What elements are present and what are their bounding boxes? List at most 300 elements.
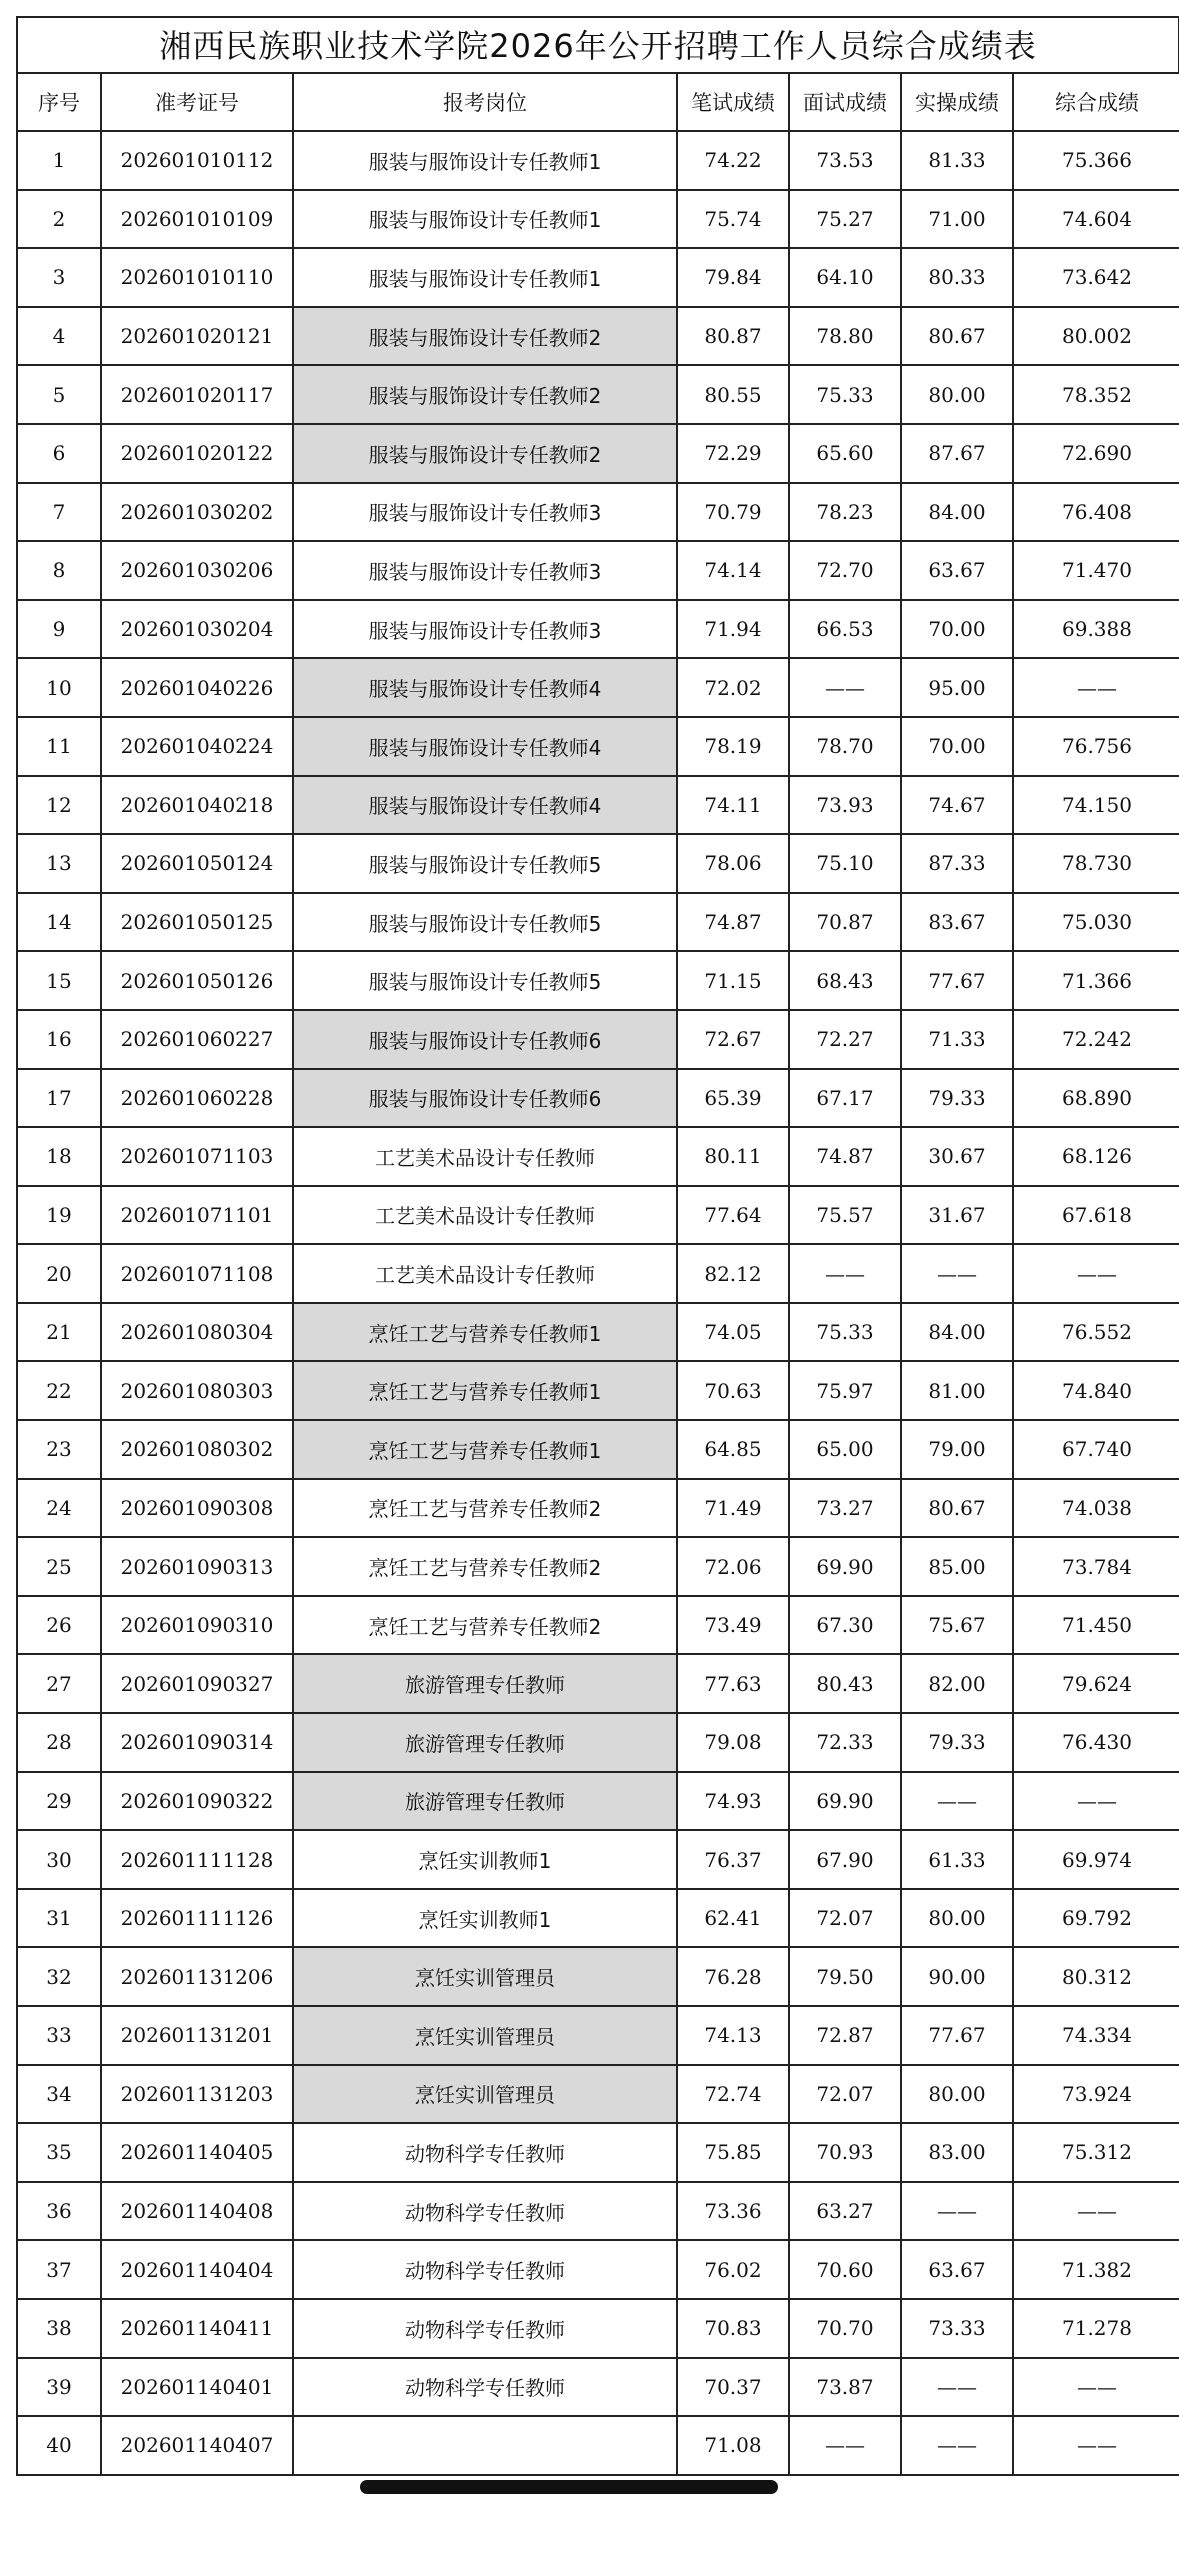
exam-id-cell: 202601010110 [101,248,293,307]
total-score-cell: —— [1013,1244,1179,1303]
position-cell: 服装与服饰设计专任教师5 [293,951,677,1010]
position-cell: 动物科学专任教师 [293,2123,677,2182]
written-score-cell: 79.08 [677,1713,789,1772]
table-row [17,1010,1179,1069]
exam-id-cell: 202601050124 [101,834,293,893]
table-row [17,1713,1179,1772]
total-score-cell: —— [1013,2182,1179,2241]
table-row [17,2416,1179,2475]
exam-id-cell: 202601060228 [101,1069,293,1128]
total-score-cell: 69.974 [1013,1830,1179,1889]
table-row [17,2065,1179,2124]
written-score-cell: 74.14 [677,541,789,600]
col-header-interview: 面试成绩 [789,73,901,131]
total-score-cell: 80.312 [1013,1947,1179,2006]
row-index-cell: 34 [17,2065,101,2124]
total-score-cell: 69.792 [1013,1889,1179,1948]
interview-score-cell: 75.27 [789,190,901,249]
table-row [17,1654,1179,1713]
exam-id-cell: 202601090314 [101,1713,293,1772]
practical-score-cell: 71.00 [901,190,1013,249]
interview-score-cell: 73.87 [789,2358,901,2417]
row-index-cell: 35 [17,2123,101,2182]
position-cell: 工艺美术品设计专任教师 [293,1244,677,1303]
position-cell: 工艺美术品设计专任教师 [293,1186,677,1245]
position-cell: 服装与服饰设计专任教师5 [293,893,677,952]
row-index-cell: 19 [17,1186,101,1245]
interview-score-cell: 67.90 [789,1830,901,1889]
practical-score-cell: 79.00 [901,1420,1013,1479]
row-index-cell: 40 [17,2416,101,2475]
col-header-exam-id: 准考证号 [101,73,293,131]
total-score-cell: —— [1013,1772,1179,1831]
table-row [17,307,1179,366]
table-row [17,600,1179,659]
exam-id-cell: 202601080304 [101,1303,293,1362]
written-score-cell: 82.12 [677,1244,789,1303]
total-score-cell: 71.382 [1013,2240,1179,2299]
written-score-cell: 74.11 [677,776,789,835]
total-score-cell: 78.730 [1013,834,1179,893]
table-row [17,1830,1179,1889]
table-row [17,658,1179,717]
interview-score-cell: 75.33 [789,1303,901,1362]
position-cell: 烹饪实训管理员 [293,2065,677,2124]
position-cell: 服装与服饰设计专任教师5 [293,834,677,893]
exam-id-cell: 202601090322 [101,1772,293,1831]
position-cell: 动物科学专任教师 [293,2182,677,2241]
exam-id-cell: 202601131206 [101,1947,293,2006]
written-score-cell: 70.63 [677,1361,789,1420]
exam-id-cell: 202601030206 [101,541,293,600]
written-score-cell: 80.87 [677,307,789,366]
row-index-cell: 2 [17,190,101,249]
written-score-cell: 80.55 [677,365,789,424]
exam-id-cell: 202601140411 [101,2299,293,2358]
practical-score-cell: 30.67 [901,1127,1013,1186]
position-cell: 动物科学专任教师 [293,2358,677,2417]
exam-id-cell: 202601140408 [101,2182,293,2241]
practical-score-cell: 80.67 [901,1479,1013,1538]
exam-id-cell: 202601080302 [101,1420,293,1479]
exam-id-cell: 202601071101 [101,1186,293,1245]
written-score-cell: 70.83 [677,2299,789,2358]
total-score-cell: 71.278 [1013,2299,1179,2358]
exam-id-cell: 202601040224 [101,717,293,776]
row-index-cell: 20 [17,1244,101,1303]
interview-score-cell: 73.27 [789,1479,901,1538]
row-index-cell: 17 [17,1069,101,1128]
row-index-cell: 28 [17,1713,101,1772]
written-score-cell: 79.84 [677,248,789,307]
practical-score-cell: 81.33 [901,131,1013,190]
exam-id-cell: 202601090310 [101,1596,293,1655]
interview-score-cell: 70.60 [789,2240,901,2299]
written-score-cell: 72.29 [677,424,789,483]
interview-score-cell: 75.57 [789,1186,901,1245]
written-score-cell: 71.94 [677,600,789,659]
practical-score-cell: —— [901,2358,1013,2417]
position-cell: 服装与服饰设计专任教师1 [293,131,677,190]
score-sheet [16,16,1179,2556]
row-index-cell: 38 [17,2299,101,2358]
row-index-cell: 23 [17,1420,101,1479]
position-cell: 服装与服饰设计专任教师3 [293,541,677,600]
col-header-written: 笔试成绩 [677,73,789,131]
written-score-cell: 78.19 [677,717,789,776]
written-score-cell: 76.37 [677,1830,789,1889]
col-header-practical: 实操成绩 [901,73,1013,131]
total-score-cell: 75.366 [1013,131,1179,190]
row-index-cell: 21 [17,1303,101,1362]
total-score-cell: 76.552 [1013,1303,1179,1362]
practical-score-cell: 84.00 [901,483,1013,542]
row-index-cell: 25 [17,1537,101,1596]
interview-score-cell: 70.70 [789,2299,901,2358]
row-index-cell: 29 [17,1772,101,1831]
total-score-cell: —— [1013,2416,1179,2475]
exam-id-cell: 202601131201 [101,2006,293,2065]
practical-score-cell: 84.00 [901,1303,1013,1362]
exam-id-cell: 202601071108 [101,1244,293,1303]
position-cell: 服装与服饰设计专任教师1 [293,190,677,249]
practical-score-cell: 87.33 [901,834,1013,893]
row-index-cell: 27 [17,1654,101,1713]
total-score-cell: 67.740 [1013,1420,1179,1479]
practical-score-cell: 83.00 [901,2123,1013,2182]
total-score-cell: 79.624 [1013,1654,1179,1713]
position-cell: 服装与服饰设计专任教师4 [293,717,677,776]
exam-id-cell: 202601131203 [101,2065,293,2124]
row-index-cell: 5 [17,365,101,424]
total-score-cell: 73.924 [1013,2065,1179,2124]
interview-score-cell: 74.87 [789,1127,901,1186]
written-score-cell: 74.87 [677,893,789,952]
practical-score-cell: 85.00 [901,1537,1013,1596]
exam-id-cell: 202601040226 [101,658,293,717]
written-score-cell: 76.28 [677,1947,789,2006]
table-row [17,1947,1179,2006]
col-header-position: 报考岗位 [293,73,677,131]
practical-score-cell: 80.00 [901,1889,1013,1948]
practical-score-cell: 80.00 [901,365,1013,424]
row-index-cell: 16 [17,1010,101,1069]
header-row [17,73,1179,131]
total-score-cell: 72.242 [1013,1010,1179,1069]
table-row [17,1537,1179,1596]
position-cell: 烹饪工艺与营养专任教师2 [293,1596,677,1655]
interview-score-cell: 72.07 [789,2065,901,2124]
written-score-cell: 74.22 [677,131,789,190]
written-score-cell: 64.85 [677,1420,789,1479]
exam-id-cell: 202601030204 [101,600,293,659]
row-index-cell: 10 [17,658,101,717]
practical-score-cell: 63.67 [901,2240,1013,2299]
written-score-cell: 62.41 [677,1889,789,1948]
position-cell: 烹饪实训管理员 [293,2006,677,2065]
exam-id-cell: 202601140401 [101,2358,293,2417]
interview-score-cell: 73.93 [789,776,901,835]
row-index-cell: 26 [17,1596,101,1655]
exam-id-cell: 202601140407 [101,2416,293,2475]
exam-id-cell: 202601090308 [101,1479,293,1538]
row-index-cell: 22 [17,1361,101,1420]
written-score-cell: 71.15 [677,951,789,1010]
total-score-cell: 74.840 [1013,1361,1179,1420]
practical-score-cell: 77.67 [901,2006,1013,2065]
col-header-total: 综合成绩 [1013,73,1179,131]
exam-id-cell: 202601060227 [101,1010,293,1069]
written-score-cell: 70.79 [677,483,789,542]
position-cell [293,2416,677,2475]
practical-score-cell: —— [901,1244,1013,1303]
row-index-cell: 12 [17,776,101,835]
exam-id-cell: 202601071103 [101,1127,293,1186]
written-score-cell: 74.93 [677,1772,789,1831]
exam-id-cell: 202601080303 [101,1361,293,1420]
total-score-cell: 71.470 [1013,541,1179,600]
practical-score-cell: 74.67 [901,776,1013,835]
table-row [17,1361,1179,1420]
table-row [17,131,1179,190]
row-index-cell: 4 [17,307,101,366]
row-index-cell: 14 [17,893,101,952]
interview-score-cell: 66.53 [789,600,901,659]
interview-score-cell: 75.97 [789,1361,901,1420]
interview-score-cell: 78.80 [789,307,901,366]
row-index-cell: 8 [17,541,101,600]
table-row [17,1772,1179,1831]
position-cell: 旅游管理专任教师 [293,1772,677,1831]
written-score-cell: 75.74 [677,190,789,249]
table-row [17,248,1179,307]
interview-score-cell: 79.50 [789,1947,901,2006]
table-row [17,424,1179,483]
table-row [17,2299,1179,2358]
total-score-cell: 73.784 [1013,1537,1179,1596]
exam-id-cell: 202601111126 [101,1889,293,1948]
interview-score-cell: 67.30 [789,1596,901,1655]
exam-id-cell: 202601050125 [101,893,293,952]
table-row [17,190,1179,249]
row-index-cell: 31 [17,1889,101,1948]
written-score-cell: 71.49 [677,1479,789,1538]
total-score-cell: 75.030 [1013,893,1179,952]
position-cell: 服装与服饰设计专任教师4 [293,776,677,835]
exam-id-cell: 202601040218 [101,776,293,835]
written-score-cell: 72.67 [677,1010,789,1069]
position-cell: 烹饪工艺与营养专任教师2 [293,1479,677,1538]
table-row [17,717,1179,776]
practical-score-cell: —— [901,2416,1013,2475]
position-cell: 烹饪工艺与营养专任教师2 [293,1537,677,1596]
total-score-cell: 71.450 [1013,1596,1179,1655]
position-cell: 旅游管理专任教师 [293,1654,677,1713]
interview-score-cell: 72.33 [789,1713,901,1772]
written-score-cell: 78.06 [677,834,789,893]
row-index-cell: 36 [17,2182,101,2241]
practical-score-cell: 87.67 [901,424,1013,483]
table-row [17,1069,1179,1128]
practical-score-cell: 75.67 [901,1596,1013,1655]
total-score-cell: 75.312 [1013,2123,1179,2182]
practical-score-cell: 82.00 [901,1654,1013,1713]
total-score-cell: 74.604 [1013,190,1179,249]
total-score-cell: 69.388 [1013,600,1179,659]
practical-score-cell: 77.67 [901,951,1013,1010]
exam-id-cell: 202601090327 [101,1654,293,1713]
exam-id-cell: 202601020122 [101,424,293,483]
position-cell: 服装与服饰设计专任教师2 [293,307,677,366]
position-cell: 服装与服饰设计专任教师6 [293,1069,677,1128]
written-score-cell: 73.49 [677,1596,789,1655]
written-score-cell: 72.74 [677,2065,789,2124]
table-row [17,2006,1179,2065]
total-score-cell: 68.890 [1013,1069,1179,1128]
row-index-cell: 1 [17,131,101,190]
table-row [17,1420,1179,1479]
redaction-bar [360,2480,778,2494]
practical-score-cell: 80.00 [901,2065,1013,2124]
practical-score-cell: 73.33 [901,2299,1013,2358]
total-score-cell: 68.126 [1013,1127,1179,1186]
total-score-cell: —— [1013,658,1179,717]
practical-score-cell: 70.00 [901,600,1013,659]
position-cell: 工艺美术品设计专任教师 [293,1127,677,1186]
total-score-cell: 74.038 [1013,1479,1179,1538]
total-score-cell: 72.690 [1013,424,1179,483]
written-score-cell: 77.63 [677,1654,789,1713]
position-cell: 服装与服饰设计专任教师3 [293,483,677,542]
table-row [17,1127,1179,1186]
position-cell: 烹饪实训教师1 [293,1889,677,1948]
practical-score-cell: —— [901,1772,1013,1831]
total-score-cell: —— [1013,2358,1179,2417]
position-cell: 旅游管理专任教师 [293,1713,677,1772]
practical-score-cell: 31.67 [901,1186,1013,1245]
row-index-cell: 39 [17,2358,101,2417]
table-row [17,1186,1179,1245]
interview-score-cell: 75.10 [789,834,901,893]
interview-score-cell: 70.87 [789,893,901,952]
interview-score-cell: 70.93 [789,2123,901,2182]
row-index-cell: 15 [17,951,101,1010]
practical-score-cell: 83.67 [901,893,1013,952]
total-score-cell: 71.366 [1013,951,1179,1010]
row-index-cell: 13 [17,834,101,893]
table-row [17,834,1179,893]
exam-id-cell: 202601030202 [101,483,293,542]
table-row [17,1303,1179,1362]
written-score-cell: 70.37 [677,2358,789,2417]
total-score-cell: 76.756 [1013,717,1179,776]
interview-score-cell: —— [789,2416,901,2475]
interview-score-cell: 64.10 [789,248,901,307]
position-cell: 服装与服饰设计专任教师2 [293,424,677,483]
total-score-cell: 74.334 [1013,2006,1179,2065]
interview-score-cell: 72.70 [789,541,901,600]
col-header-index: 序号 [17,73,101,131]
written-score-cell: 74.13 [677,2006,789,2065]
position-cell: 服装与服饰设计专任教师4 [293,658,677,717]
position-cell: 动物科学专任教师 [293,2299,677,2358]
interview-score-cell: 78.23 [789,483,901,542]
total-score-cell: 67.618 [1013,1186,1179,1245]
row-index-cell: 7 [17,483,101,542]
table-row [17,2182,1179,2241]
row-index-cell: 30 [17,1830,101,1889]
row-index-cell: 24 [17,1479,101,1538]
written-score-cell: 72.02 [677,658,789,717]
page-title: 湘西民族职业技术学院2026年公开招聘工作人员综合成绩表 [16,16,1179,72]
score-table [16,72,1179,2476]
practical-score-cell: 95.00 [901,658,1013,717]
row-index-cell: 18 [17,1127,101,1186]
written-score-cell: 71.08 [677,2416,789,2475]
table-row [17,2240,1179,2299]
table-row [17,776,1179,835]
interview-score-cell: 63.27 [789,2182,901,2241]
written-score-cell: 77.64 [677,1186,789,1245]
interview-score-cell: 68.43 [789,951,901,1010]
table-row [17,1889,1179,1948]
exam-id-cell: 202601111128 [101,1830,293,1889]
table-row [17,483,1179,542]
practical-score-cell: 80.67 [901,307,1013,366]
interview-score-cell: —— [789,658,901,717]
practical-score-cell: 61.33 [901,1830,1013,1889]
table-row [17,1244,1179,1303]
interview-score-cell: 72.07 [789,1889,901,1948]
position-cell: 动物科学专任教师 [293,2240,677,2299]
practical-score-cell: 80.33 [901,248,1013,307]
exam-id-cell: 202601140405 [101,2123,293,2182]
total-score-cell: 74.150 [1013,776,1179,835]
exam-id-cell: 202601010109 [101,190,293,249]
written-score-cell: 75.85 [677,2123,789,2182]
position-cell: 烹饪实训管理员 [293,1947,677,2006]
written-score-cell: 73.36 [677,2182,789,2241]
position-cell: 服装与服饰设计专任教师2 [293,365,677,424]
practical-score-cell: 79.33 [901,1713,1013,1772]
practical-score-cell: —— [901,2182,1013,2241]
position-cell: 烹饪实训教师1 [293,1830,677,1889]
written-score-cell: 65.39 [677,1069,789,1128]
total-score-cell: 76.430 [1013,1713,1179,1772]
interview-score-cell: 78.70 [789,717,901,776]
total-score-cell: 80.002 [1013,307,1179,366]
exam-id-cell: 202601010112 [101,131,293,190]
total-score-cell: 73.642 [1013,248,1179,307]
practical-score-cell: 70.00 [901,717,1013,776]
total-score-cell: 78.352 [1013,365,1179,424]
position-cell: 烹饪工艺与营养专任教师1 [293,1361,677,1420]
exam-id-cell: 202601020121 [101,307,293,366]
interview-score-cell: —— [789,1244,901,1303]
exam-id-cell: 202601050126 [101,951,293,1010]
table-body [17,131,1179,2475]
table-row [17,1479,1179,1538]
row-index-cell: 37 [17,2240,101,2299]
written-score-cell: 76.02 [677,2240,789,2299]
table-row [17,541,1179,600]
table-row [17,951,1179,1010]
table-row [17,365,1179,424]
interview-score-cell: 67.17 [789,1069,901,1128]
exam-id-cell: 202601090313 [101,1537,293,1596]
practical-score-cell: 63.67 [901,541,1013,600]
table-row [17,893,1179,952]
